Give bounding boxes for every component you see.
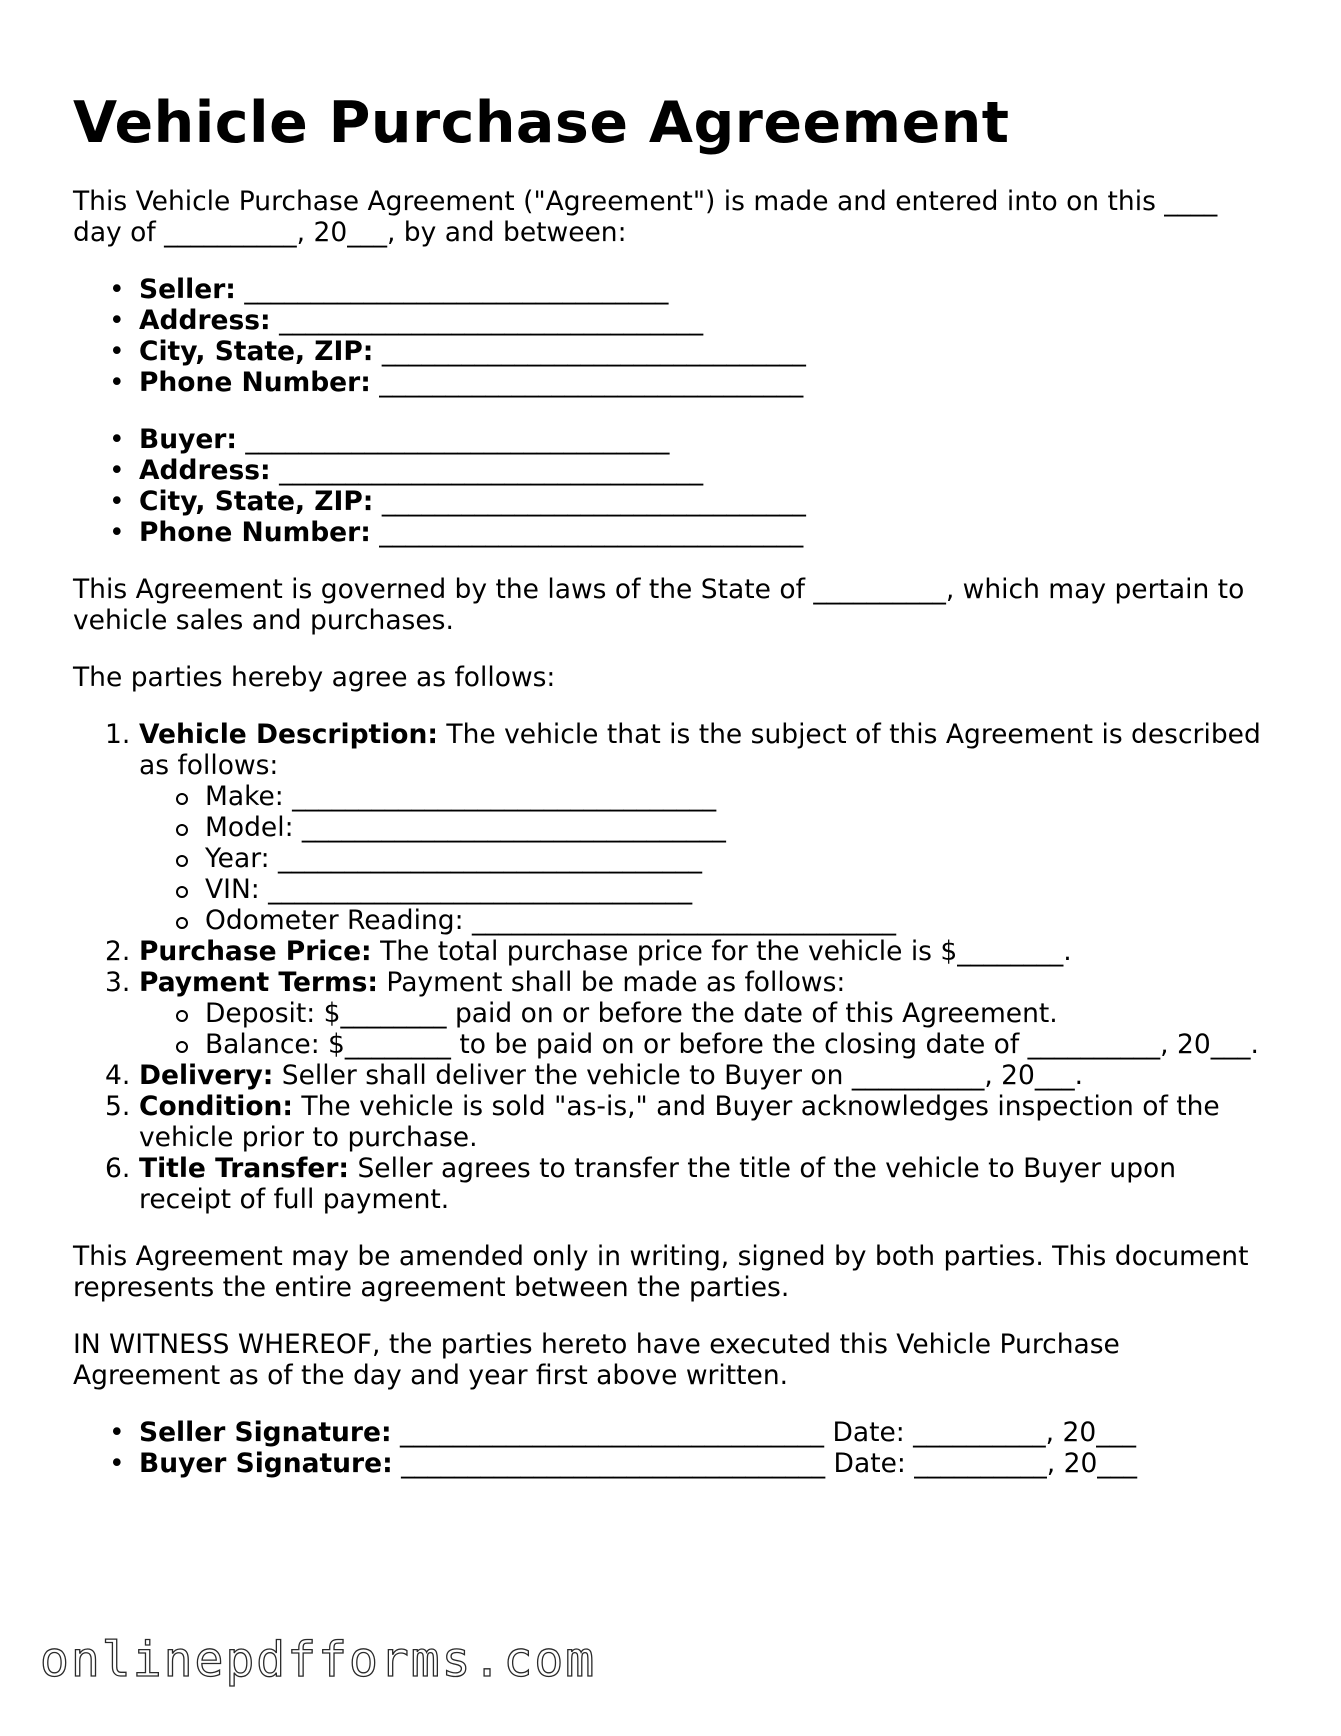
term-vehicle-description (105, 719, 1268, 936)
seller-name-field (139, 274, 1268, 305)
payment-deposit: Deposit: $________ paid on or before the date of this Agreement. (205, 998, 1268, 1029)
term-text: Payment shall be made as follows: (377, 967, 846, 998)
term-number: 5. (105, 1091, 131, 1122)
term-label: Vehicle Description: (139, 719, 438, 750)
field-blank: ________________________________ (379, 517, 804, 548)
term-number: 6. (105, 1153, 131, 1184)
field-blank: ________________________________ (244, 274, 669, 305)
buyer-fields (73, 424, 1268, 548)
buyer-name-field (139, 424, 1268, 455)
governing-law-paragraph: This Agreement is governed by the laws of the State of __________, which may pertain to vehicle sales and purchases. (73, 574, 1245, 636)
vehicle-model-field: Model: ________________________________ (205, 812, 1268, 843)
term-text: The total purchase price for the vehicle is $________. (371, 936, 1072, 967)
term-number: 4. (105, 1060, 131, 1091)
document-page (73, 88, 1268, 1505)
term-label: Condition: (139, 1091, 293, 1122)
buyer-signature-line (139, 1448, 1268, 1479)
term-label: Title Transfer: (139, 1153, 350, 1184)
seller-signature-line (139, 1417, 1268, 1448)
term-title-transfer (105, 1153, 1268, 1215)
field-label: City, State, ZIP: (139, 486, 374, 517)
amendment-paragraph: This Agreement may be amended only in writing, signed by both parties. This document represents the entire agreement between the parties. (73, 1241, 1249, 1303)
signature-blank: ________________________________ (401, 1448, 826, 1479)
field-blank: ________________________________ (379, 367, 804, 398)
buyer-city-field (139, 486, 1268, 517)
intro-paragraph: This Vehicle Purchase Agreement ("Agreement") is made and entered into on this ____ day of __________, 20___, by and between: (73, 186, 1218, 248)
term-payment-terms (105, 967, 1268, 1060)
vehicle-make-field: Make: ________________________________ (205, 781, 1268, 812)
site-watermark: onlinepdfforms.com (40, 1632, 597, 1688)
field-label: Seller: (139, 274, 236, 305)
seller-city-field (139, 336, 1268, 367)
vehicle-year-field: Year: ________________________________ (205, 843, 1268, 874)
term-label: Payment Terms: (139, 967, 378, 998)
terms-list (73, 719, 1268, 1215)
term-text: Seller agrees to transfer the title of the vehicle to Buyer upon receipt of full payment. (139, 1153, 1177, 1215)
signature-label: Seller Signature: (139, 1417, 392, 1448)
signature-date: Date: __________, 20___ (832, 1417, 1136, 1448)
buyer-address-field (139, 455, 1268, 486)
signature-label: Buyer Signature: (139, 1448, 393, 1479)
term-text: The vehicle that is the subject of this Agreement is described as follows: (139, 719, 1261, 781)
seller-address-field (139, 305, 1268, 336)
field-label: Buyer: (139, 424, 237, 455)
vehicle-odometer-field: Odometer Reading: ________________________________ (205, 905, 1268, 936)
field-label: Address: (139, 455, 271, 486)
field-label: Phone Number: (139, 367, 371, 398)
seller-phone-field (139, 367, 1268, 398)
field-blank: ________________________________ (279, 305, 704, 336)
term-number: 3. (105, 967, 131, 998)
buyer-phone-field (139, 517, 1268, 548)
seller-fields (73, 274, 1268, 398)
field-label: Phone Number: (139, 517, 371, 548)
term-condition (105, 1091, 1268, 1153)
signature-list (73, 1417, 1268, 1479)
term-purchase-price (105, 936, 1268, 967)
field-blank: ________________________________ (279, 455, 704, 486)
payment-details-list (139, 998, 1268, 1060)
term-number: 2. (105, 936, 131, 967)
signature-blank: ________________________________ (400, 1417, 824, 1448)
term-delivery (105, 1060, 1268, 1091)
field-blank: ________________________________ (381, 336, 806, 367)
term-text: Seller shall deliver the vehicle to Buyer on __________, 20___. (273, 1060, 1084, 1091)
field-label: Address: (139, 305, 271, 336)
witness-paragraph: IN WITNESS WHEREOF, the parties hereto have executed this Vehicle Purchase Agreement as of the day and year first above written. (73, 1329, 1120, 1391)
field-blank: ________________________________ (245, 424, 670, 455)
field-label: City, State, ZIP: (139, 336, 374, 367)
term-number: 1. (105, 719, 131, 750)
agree-intro: The parties hereby agree as follows: (73, 662, 556, 693)
field-blank: ________________________________ (381, 486, 806, 517)
vehicle-vin-field: VIN: ________________________________ (205, 874, 1268, 905)
payment-balance: Balance: $________ to be paid on or before the closing date of __________, 20___. (205, 1029, 1268, 1060)
term-label: Delivery: (139, 1060, 274, 1091)
term-label: Purchase Price: (139, 936, 372, 967)
vehicle-details-list (139, 781, 1268, 936)
document-title: Vehicle Purchase Agreement (73, 90, 1010, 156)
signature-date: Date: __________, 20___ (833, 1448, 1138, 1479)
term-text: The vehicle is sold "as-is," and Buyer acknowledges inspection of the vehicle prior to purchase. (139, 1091, 1220, 1153)
